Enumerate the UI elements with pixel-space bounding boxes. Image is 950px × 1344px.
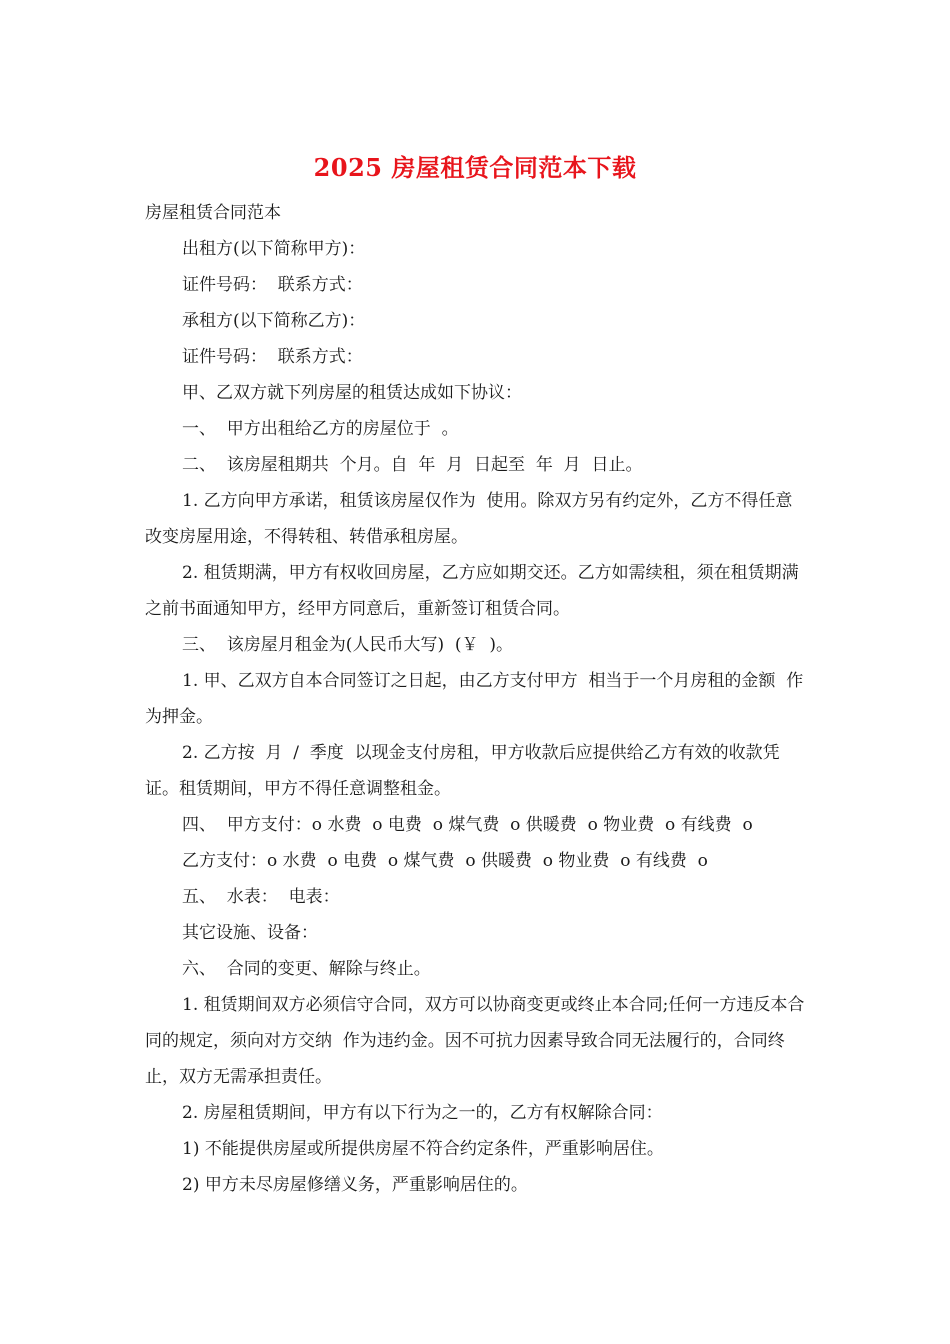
paragraph: 2. 房屋租赁期间，甲方有以下行为之一的，乙方有权解除合同：	[182, 1103, 663, 1123]
paragraph: 承租方(以下简称乙方)：	[182, 311, 366, 331]
paragraph: 1. 乙方向甲方承诺，租赁该房屋仅作为 使用。除双方另有约定外，乙方不得任意改变房屋用途，不得转租、转借承租房屋。	[145, 491, 793, 547]
paragraph: 甲、乙双方就下列房屋的租赁达成如下协议：	[182, 383, 522, 403]
paragraph: 乙方支付：o 水费 o 电费 o 煤气费 o 供暖费 o 物业费 o 有线费 o	[182, 851, 708, 871]
paragraph: 1. 租赁期间双方必须信守合同，双方可以协商变更或终止本合同;任何一方违反本合同的规定，须向对方交纳 作为违约金。因不可抗力因素导致合同无法履行的，合同终止，双方无需承担责任。	[145, 995, 805, 1087]
paragraph: 2. 租赁期满，甲方有权收回房屋，乙方应如期交还。乙方如需续租，须在租赁期满 之前书面通知甲方，经甲方同意后，重新签订租赁合同。	[145, 563, 810, 619]
paragraph: 六、 合同的变更、解除与终止。	[182, 959, 431, 979]
paragraph: 四、 甲方支付：o 水费 o 电费 o 煤气费 o 供暖费 o 物业费 o 有线费 o	[182, 815, 753, 835]
paragraph: 证件号码： 联系方式：	[182, 275, 363, 295]
paragraph: 出租方(以下简称甲方)：	[182, 239, 366, 259]
paragraph: 2. 乙方按 月 / 季度 以现金支付房租，甲方收款后应提供给乙方有效的收款凭证。租赁期间，甲方不得任意调整租金。	[145, 743, 780, 799]
paragraph: 二、 该房屋租期共 个月。自 年 月 日起至 年 月 日止。	[182, 455, 643, 475]
paragraph: 五、 水表： 电表：	[182, 887, 340, 907]
paragraph: 其它设施、设备：	[182, 923, 318, 943]
paragraph: 1) 不能提供房屋或所提供房屋不符合约定条件，严重影响居住。	[182, 1139, 664, 1159]
document-title: 2025 房屋租赁合同范本下载	[313, 153, 637, 182]
paragraph: 一、 甲方出租给乙方的房屋位于 。	[182, 419, 459, 439]
paragraph: 1. 甲、乙双方自本合同签订之日起，由乙方支付甲方 相当于一个月房租的金额 作为押金。	[145, 671, 804, 727]
paragraph: 2) 甲方未尽房屋修缮义务，严重影响居住的。	[182, 1175, 528, 1195]
paragraph: 房屋租赁合同范本	[145, 203, 281, 223]
document-body	[145, 195, 810, 1203]
paragraph: 三、 该房屋月租金为(人民币大写) (￥ )。	[182, 635, 513, 655]
paragraph: 证件号码： 联系方式：	[182, 347, 363, 367]
